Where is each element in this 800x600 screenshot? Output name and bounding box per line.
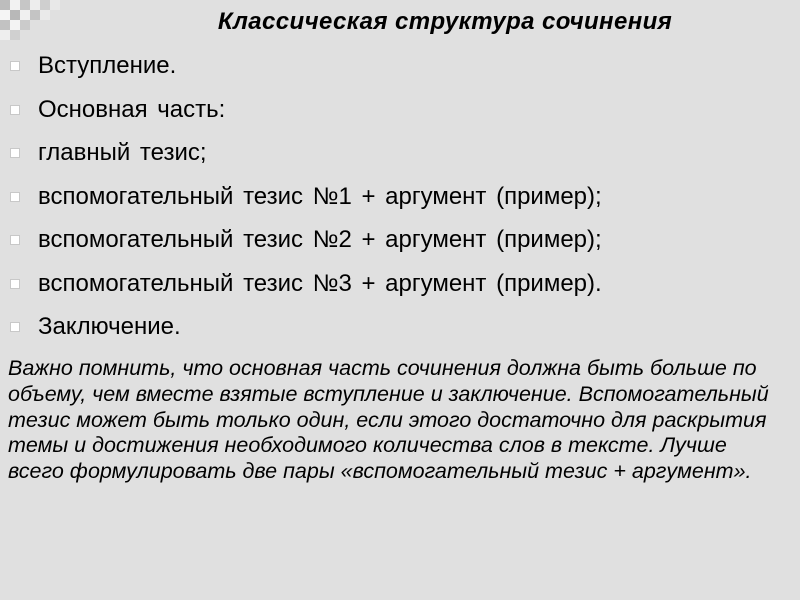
bullet-text: вспомогательный тезис №2 + аргумент (пример); [38,226,602,253]
note-paragraph: Важно помнить, что основная часть сочинения должна быть больше по объему, чем вместе взятые вступление и заключение. Вспомогательный тезис может быть только один, если этого достаточно для раскрытия темы и достижения необходимого количества слов в тексте. Лучше всего формулировать две пары «вспомогательный тезис + аргумент». [8,356,769,484]
list-item [0,307,602,351]
bullet-text: Заключение. [38,313,181,340]
slide-title: Классическая структура сочинения [217,8,673,35]
list-item [0,90,602,134]
square-bullet-icon [10,192,20,202]
bullet-text: вспомогательный тезис №3 + аргумент (пример). [38,269,602,297]
list-item [0,46,602,90]
square-bullet-icon [10,322,20,332]
square-bullet-icon [10,279,20,289]
list-item [0,133,602,177]
bullet-list [0,46,602,351]
bullet-text: Вступление. [38,52,177,79]
bullet-text: Основная часть: [38,95,226,123]
list-item [0,177,602,221]
list-item [0,220,602,264]
bullet-text: вспомогательный тезис №1 + аргумент (пример); [38,182,602,210]
square-bullet-icon [10,235,20,245]
list-item [0,264,602,308]
square-bullet-icon [10,61,20,71]
square-bullet-icon [10,105,20,115]
square-bullet-icon [10,148,20,158]
bullet-text: главный тезис; [38,139,207,166]
